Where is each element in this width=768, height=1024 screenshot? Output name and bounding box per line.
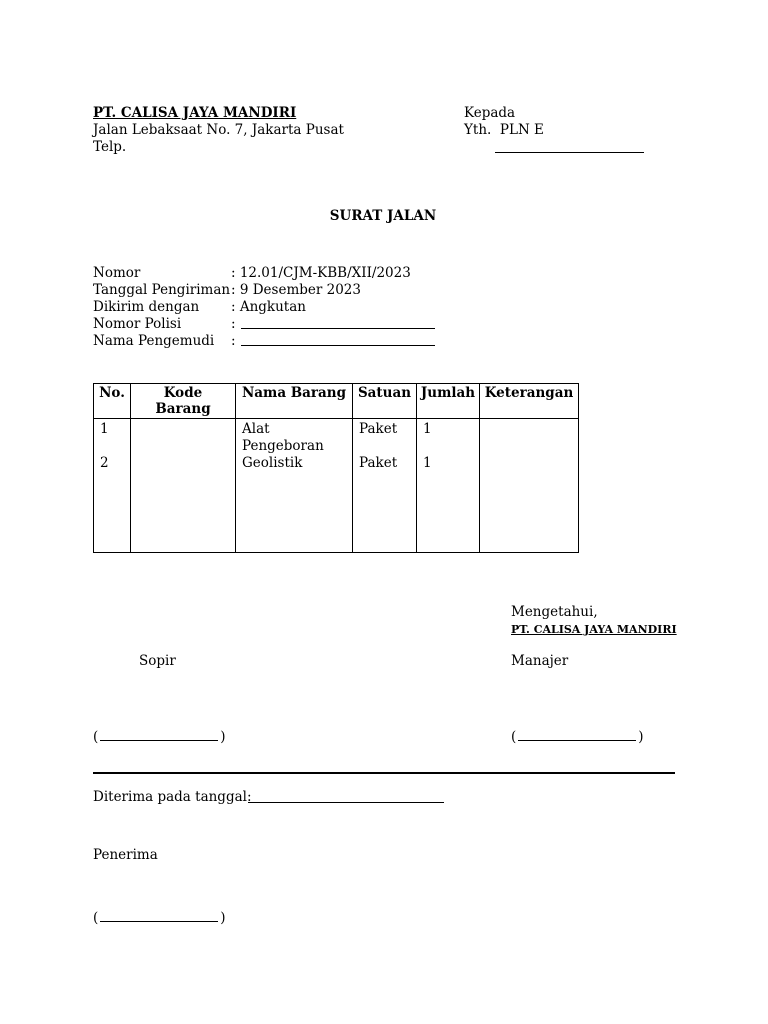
row-2-nama: Geolistik xyxy=(242,455,303,471)
col-header-nama: Nama Barang xyxy=(236,384,353,419)
row-1-jumlah: 1 xyxy=(423,421,432,437)
row-1-no: 1 xyxy=(100,421,109,437)
col-header-keterangan: Keterangan xyxy=(480,384,579,419)
col-header-kode: Kode Barang xyxy=(131,384,236,419)
acknowledged-label: Mengetahui, xyxy=(511,604,598,620)
document-title: SURAT JALAN xyxy=(329,208,437,224)
recipient-blank-line xyxy=(495,152,644,153)
detail-value-pengemudi: : xyxy=(231,333,236,349)
sender-company: PT. CALISA JAYA MANDIRI xyxy=(93,105,297,121)
pengemudi-blank-line xyxy=(241,345,435,346)
cell-jumlah xyxy=(417,419,480,553)
col-header-no: No. xyxy=(94,384,131,419)
row-1-nama: Alat Pengeboran xyxy=(242,421,324,454)
signature-blank xyxy=(100,910,218,922)
cell-keterangan xyxy=(480,419,579,553)
paren-open: ( xyxy=(93,729,99,745)
sender-phone-label: Telp. xyxy=(93,139,127,155)
paren-close: ) xyxy=(638,729,644,745)
row-2-jumlah: 1 xyxy=(423,455,432,471)
row-1-satuan: Paket xyxy=(359,421,398,437)
detail-value-tanggal: : 9 Desember 2023 xyxy=(231,282,361,298)
table-row xyxy=(94,419,579,553)
receiver-signature-field xyxy=(93,910,226,927)
manager-signature-field xyxy=(511,729,644,746)
detail-label-nomor: Nomor xyxy=(93,265,141,281)
sender-address: Jalan Lebaksaat No. 7, Jakarta Pusat xyxy=(93,122,344,138)
detail-label-tanggal: Tanggal Pengiriman xyxy=(93,282,231,298)
row-1-keterangan xyxy=(486,421,572,455)
received-date-label: Diterima pada tanggal: xyxy=(93,789,252,805)
approval-company: PT. CALISA JAYA MANDIRI xyxy=(511,623,677,636)
driver-label: Sopir xyxy=(139,653,176,669)
cell-kode xyxy=(131,419,236,553)
cell-satuan xyxy=(353,419,417,553)
recipient-label: Kepada xyxy=(464,105,516,121)
paren-close: ) xyxy=(220,729,226,745)
col-header-satuan: Satuan xyxy=(353,384,417,419)
paren-close: ) xyxy=(220,910,226,926)
row-2-keterangan xyxy=(486,455,572,489)
section-divider xyxy=(93,772,675,774)
detail-label-dikirim: Dikirim dengan xyxy=(93,299,200,315)
row-1-kode xyxy=(137,421,229,455)
detail-value-dikirim: : Angkutan xyxy=(231,299,306,315)
items-table xyxy=(93,383,579,553)
table-header-row xyxy=(94,384,579,419)
receiver-label: Penerima xyxy=(93,847,158,863)
detail-label-polisi: Nomor Polisi xyxy=(93,316,182,332)
recipient-name: Yth. PLN E xyxy=(464,122,544,138)
received-date-blank-line xyxy=(248,802,444,803)
row-2-kode xyxy=(137,455,229,489)
polisi-blank-line xyxy=(241,328,435,329)
signature-blank xyxy=(100,729,218,741)
manager-label: Manajer xyxy=(511,653,569,669)
signature-blank xyxy=(518,729,636,741)
driver-signature-field xyxy=(93,729,226,746)
detail-value-nomor: : 12.01/CJM-KBB/XII/2023 xyxy=(231,265,411,281)
col-header-jumlah: Jumlah xyxy=(417,384,480,419)
paren-open: ( xyxy=(93,910,99,926)
paren-open: ( xyxy=(511,729,517,745)
cell-nama xyxy=(236,419,353,553)
row-2-satuan: Paket xyxy=(359,455,398,471)
cell-no xyxy=(94,419,131,553)
row-2-no: 2 xyxy=(100,455,109,471)
detail-label-pengemudi: Nama Pengemudi xyxy=(93,333,215,349)
detail-value-polisi: : xyxy=(231,316,236,332)
